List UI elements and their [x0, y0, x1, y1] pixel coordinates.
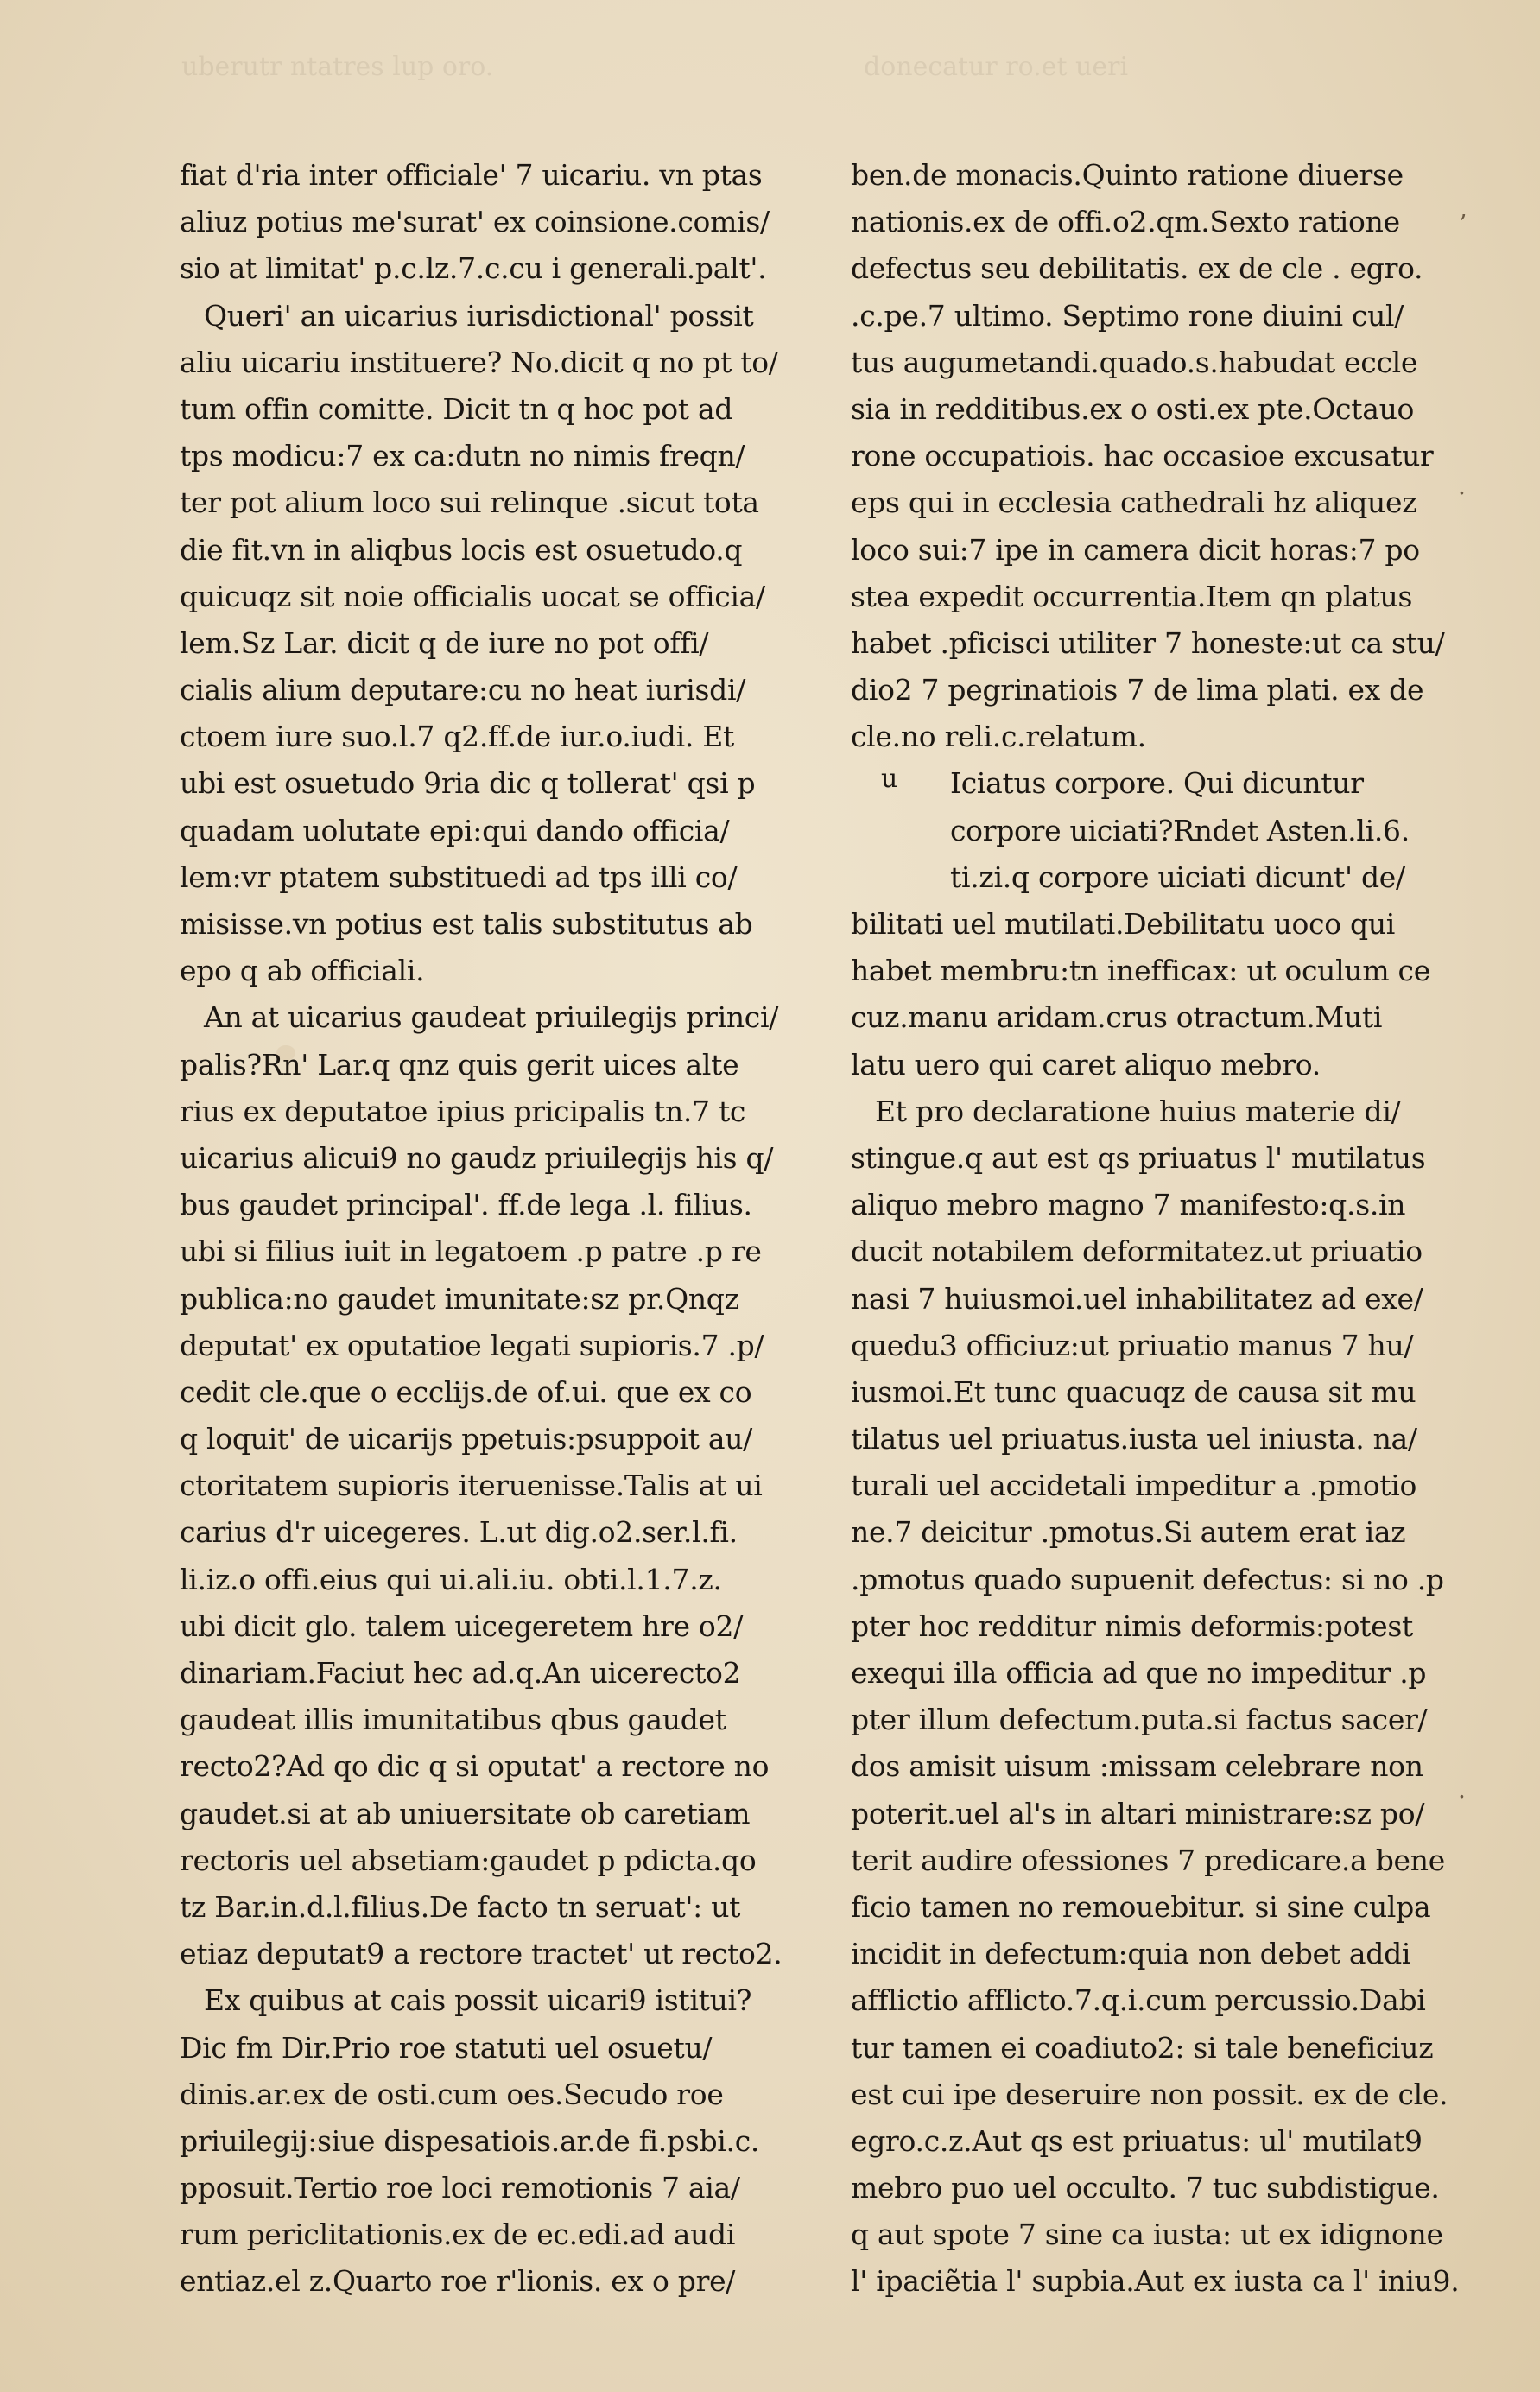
text-line: aliu uicariu instituere? No.dicit q no pt to/ — [180, 345, 778, 379]
text-line: Iciatus corpore. Qui dicuntur — [950, 766, 1364, 801]
text-line: tus augumetandi.quado.s.habudat eccle — [851, 345, 1418, 379]
text-line: bus gaudet principal'. ff.de lega .l. filius. — [180, 1188, 752, 1222]
text-line: stea expedit occurrentia.Item qn platus — [851, 579, 1413, 613]
text-line: cialis alium deputare:cu no heat iurisdi/ — [180, 673, 746, 707]
right-text-column — [851, 152, 1473, 2306]
text-line: die fit.vn in aliqbus locis est osuetudo.q — [180, 532, 743, 567]
text-line: latu uero qui caret aliquo mebro. — [851, 1047, 1321, 1082]
text-line: Dic fm Dir.Prio roe statuti uel osuetu/ — [180, 2030, 713, 2065]
show-through-line: uberutr ntatres lup oro. — [181, 52, 494, 82]
text-line: tz Bar.in.d.l.filius.De facto tn seruat': ut — [180, 1889, 741, 1924]
text-line: stingue.q aut est qs priuatus l' mutilatus — [851, 1140, 1426, 1175]
text-line: ne.7 deicitur .pmotus.Si autem erat iaz — [851, 1515, 1406, 1550]
text-line: .pmotus quado supuenit defectus: si no .p — [851, 1562, 1444, 1596]
text-line: nasi 7 huiusmoi.uel inhabilitatez ad exe/ — [851, 1281, 1423, 1316]
text-line: est cui ipe deseruire non possit. ex de cle. — [851, 2077, 1448, 2111]
text-line: gaudeat illis imunitatibus qbus gaudet — [180, 1703, 726, 1737]
text-line: lem:vr ptatem substituedi ad tps illi co/ — [180, 860, 738, 894]
text-line: cuz.manu aridam.crus otractum.Muti — [851, 1000, 1383, 1035]
text-line: eps qui in ecclesia cathedrali hz aliquez — [851, 485, 1417, 520]
text-line: carius d'r uicegeres. L.ut dig.o2.ser.l.fi. — [180, 1515, 738, 1550]
text-line: q loquit' de uicarijs ppetuis:psuppoit au/ — [180, 1422, 752, 1456]
margin-mark: , — [1460, 194, 1467, 223]
text-line: li.iz.o offi.eius qui ui.ali.iu. obti.l.1.7.z. — [180, 1562, 722, 1596]
text-line: .c.pe.7 ultimo. Septimo rone diuini cul/ — [851, 298, 1404, 333]
text-line: quicuqz sit noie officialis uocat se officia/ — [180, 579, 765, 613]
initial-letter-guide: u — [881, 764, 898, 794]
text-line: turali uel accidetali impeditur a .pmotio — [851, 1469, 1417, 1503]
text-line: recto2?Ad qo dic q si oputat' a rectore no — [180, 1749, 770, 1784]
text-line: Queri' an uicarius iurisdictional' possit — [204, 298, 754, 333]
text-line: tum offin comitte. Dicit tn q hoc pot ad — [180, 391, 733, 426]
text-line: ubi est osuetudo 9ria dic q tollerat' qsi p — [180, 766, 756, 801]
text-line: An at uicarius gaudeat priuilegijs princi/ — [204, 1000, 779, 1035]
margin-mark: . — [1458, 472, 1466, 500]
text-line: priuilegij:siue dispesatiois.ar.de fi.psbi.c. — [180, 2123, 760, 2158]
text-line: pter hoc redditur nimis deformis:potest — [851, 1608, 1413, 1643]
text-line: exequi illa officia ad que no impeditur .p — [851, 1656, 1427, 1690]
text-line: gaudet.si at ab uniuersitate ob caretiam — [180, 1796, 751, 1830]
text-line: rectoris uel absetiam:gaudet p pdicta.qo — [180, 1843, 757, 1877]
text-line: terit audire ofessiones 7 predicare.a bene — [851, 1843, 1445, 1877]
text-line: loco sui:7 ipe in camera dicit horas:7 po — [851, 532, 1420, 567]
margin-mark: . — [1458, 1775, 1466, 1804]
text-line: etiaz deputat9 a rectore tractet' ut recto2. — [180, 1937, 783, 1971]
text-line: tilatus uel priuatus.iusta uel iniusta. na/ — [851, 1422, 1417, 1456]
text-line: misisse.vn potius est talis substitutus ab — [180, 907, 753, 941]
left-text-column — [180, 152, 836, 2306]
text-line: dos amisit uisum :missam celebrare non — [851, 1749, 1423, 1784]
text-line: dio2 7 pegrinatiois 7 de lima plati. ex de — [851, 673, 1424, 707]
text-line: aliuz potius me'surat' ex coinsione.comis/ — [180, 205, 770, 239]
text-line: corpore uiciati?Rndet Asten.li.6. — [950, 813, 1410, 847]
text-line: q aut spote 7 sine ca iusta: ut ex idignone — [851, 2218, 1443, 2252]
text-line: habet .pficisci utiliter 7 honeste:ut ca stu/ — [851, 625, 1445, 660]
text-line: quedu3 officiuz:ut priuatio manus 7 hu/ — [851, 1328, 1414, 1362]
text-line: iusmoi.Et tunc quacuqz de causa sit mu — [851, 1374, 1416, 1409]
text-line: publica:no gaudet imunitate:sz pr.Qnqz — [180, 1281, 739, 1316]
text-line: fiat d'ria inter officiale' 7 uicariu. vn ptas — [180, 158, 763, 192]
text-line: ubi si filius iuit in legatoem .p patre .p re — [180, 1234, 762, 1269]
text-line: ubi dicit glo. talem uicegeretem hre o2/ — [180, 1608, 744, 1643]
text-line: mebro puo uel occulto. 7 tuc subdistigue. — [851, 2171, 1440, 2205]
text-line: dinariam.Faciut hec ad.q.An uicerecto2 — [180, 1656, 741, 1690]
text-line: ficio tamen no remouebitur. si sine culpa — [851, 1889, 1431, 1924]
text-line: ctoem iure suo.l.7 q2.ff.de iur.o.iudi. Et — [180, 720, 734, 754]
text-line: Et pro declaratione huius materie di/ — [875, 1094, 1401, 1128]
text-line: tps modicu:7 ex ca:dutn no nimis freqn/ — [180, 439, 745, 473]
text-line: incidit in defectum:quia non debet addi — [851, 1937, 1411, 1971]
text-line: pposuit.Tertio roe loci remotionis 7 aia/ — [180, 2171, 740, 2205]
text-line: poterit.uel al's in altari ministrare:sz po/ — [851, 1796, 1425, 1830]
text-line: ben.de monacis.Quinto ratione diuerse — [851, 158, 1404, 192]
show-through-text — [0, 35, 1540, 138]
text-line: deputat' ex oputatioe legati supioris.7 .p/ — [180, 1328, 764, 1362]
text-line: defectus seu debilitatis. ex de cle . egro. — [851, 251, 1423, 286]
text-line: ducit notabilem deformitatez.ut priuatio — [851, 1234, 1423, 1269]
text-line: habet membru:tn inefficax: ut oculum ce — [851, 954, 1430, 988]
text-line: dinis.ar.ex de osti.cum oes.Secudo roe — [180, 2077, 724, 2111]
text-line: quadam uolutate epi:qui dando officia/ — [180, 813, 730, 847]
text-line: sia in redditibus.ex o osti.ex pte.Octauo — [851, 391, 1415, 426]
text-line: tur tamen ei coadiuto2: si tale beneficiuz — [851, 2030, 1434, 2065]
text-line: ctoritatem supioris iteruenisse.Talis at ui — [180, 1469, 763, 1503]
text-line: cedit cle.que o ecclijs.de of.ui. que ex co — [180, 1374, 752, 1409]
text-line: lem.Sz Lar. dicit q de iure no pot offi/ — [180, 625, 709, 660]
text-line: entiaz.el z.Quarto roe r'lionis. ex o pre/ — [180, 2264, 736, 2299]
text-line: nationis.ex de offi.o2.qm.Sexto ratione — [851, 205, 1400, 239]
text-line: rum periclitationis.ex de ec.edi.ad audi — [180, 2218, 736, 2252]
text-line: Ex quibus at cais possit uicari9 istitui? — [204, 1983, 752, 2018]
text-line: ti.zi.q corpore uiciati dicunt' de/ — [950, 860, 1405, 894]
text-line: uicarius alicui9 no gaudz priuilegijs his q/ — [180, 1140, 774, 1175]
show-through-line: donecatur ro.et ueri — [864, 52, 1129, 82]
text-line: pter illum defectum.puta.si factus sacer/ — [851, 1703, 1428, 1737]
text-line: rius ex deputatoe ipius pricipalis tn.7 tc — [180, 1094, 746, 1128]
text-line: bilitati uel mutilati.Debilitatu uoco qui — [851, 907, 1396, 941]
text-line: l' ipaciẽtia l' supbia.Aut ex iusta ca l' iniu9. — [851, 2264, 1460, 2299]
text-line: aliquo mebro magno 7 manifesto:q.s.in — [851, 1188, 1406, 1222]
text-line: rone occupatiois. hac occasioe excusatur — [851, 439, 1434, 473]
text-line: egro.c.z.Aut qs est priuatus: ul' mutilat9 — [851, 2123, 1423, 2158]
text-line: ter pot alium loco sui relinque .sicut tota — [180, 485, 759, 520]
text-line: sio at limitat' p.c.lz.7.c.cu i generali.palt'. — [180, 251, 767, 286]
text-line: afflictio afflicto.7.q.i.cum percussio.Dabi — [851, 1983, 1426, 2018]
text-line: palis?Rn' Lar.q qnz quis gerit uices alte — [180, 1047, 739, 1082]
text-line: cle.no reli.c.relatum. — [851, 720, 1146, 754]
text-line: epo q ab officiali. — [180, 954, 425, 988]
